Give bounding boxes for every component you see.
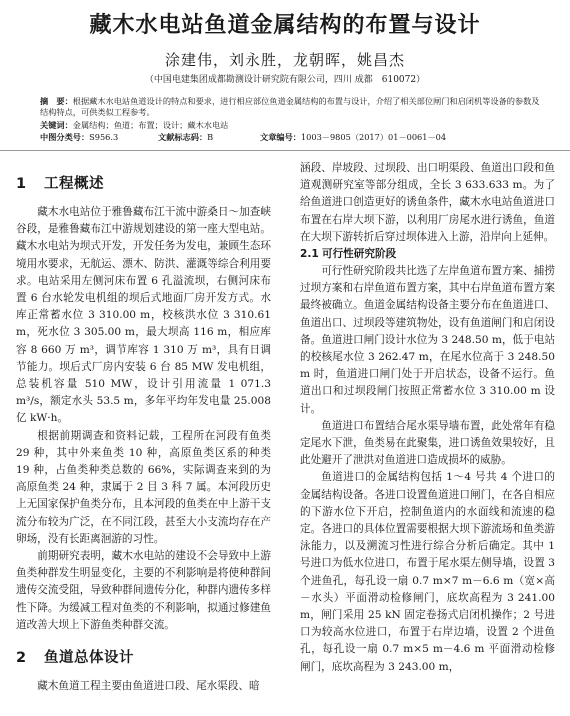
class-number <box>40 132 158 143</box>
right-column <box>300 160 555 676</box>
keywords-text: 金属结构；鱼道；布置；设计；藏木水电站 <box>72 120 229 130</box>
section-heading-1 <box>16 174 271 194</box>
section-heading-2 <box>16 648 271 668</box>
subsection-heading <box>300 246 555 263</box>
paragraph: 鱼道进口的金属结构包括 1～4 号共 4 个进口的金属结构设备。各进口设置鱼道进口闸门，在各自相应的下游水位下开启，控制鱼道内的水面线和流速的稳定。各进口的具体位置需要根据大坝下游流场和鱼类游泳能力，以及溯流习性进行综合分析后确定。其中 1 号进口为低水位进口，布置于尾水渠左侧导墙，设置 3 个进鱼孔，每孔设一扇 0.7 m×7 m－6.6 m（宽×高－水头）平面滑动检修闸门，底坎高程为 3 241.00 m，闸门采用 25 kN 固定卷扬式启闭机操作；2 号进口为较高水位进口，布置于右岸边墙，设置 2 个进鱼孔，每孔设一扇 0.7 m×5 m－4.6 m 平面滑动检修闸门，底坎高程为 3 243.00 m， <box>300 471 555 673</box>
article-label: 文章编号： <box>260 132 301 142</box>
abstract-text: 根据藏木水电站鱼道设计的特点和要求，进行相应部位鱼道金属结构的布置与设计，介绍了相关部位闸门和启闭机等设备的参数及结构特点，可供类似工程参考。 <box>40 96 540 117</box>
section-number: 2 <box>16 650 27 667</box>
section-title: 鱼道总体设计 <box>44 650 134 667</box>
doc-value: B <box>207 132 214 142</box>
left-column <box>16 160 271 695</box>
paragraph: 鱼道进口布置结合尾水渠导墙布置，此处常年有稳定尾水下泄，鱼类易在此聚集，进口诱鱼效果较好，且此处避开了泄洪对鱼道进口造成损坏的威胁。 <box>300 419 555 467</box>
paragraph: 前期研究表明，藏木水电站的建设不会导致中上游鱼类种群发生明显变化，主要的不利影响是将使种群间遗传交流受阻，导致种群间遗传分化，种群内遗传多样性下降。为缓减工程对鱼类的不利影响，拟通过修建鱼道改善大坝上下游鱼类种群交流。 <box>16 550 271 631</box>
paragraph: 藏木鱼道工程主要由鱼道进口段、尾水渠段、暗 <box>37 680 260 693</box>
subsection-number: 2.1 <box>300 248 319 261</box>
class-value: S956.3 <box>89 132 119 142</box>
doc-label: 文献标志码： <box>158 132 208 142</box>
class-label: 中图分类号： <box>40 132 90 142</box>
classification-line <box>40 132 540 143</box>
header-divider <box>0 150 570 151</box>
subsection-title: 可行性研究阶段 <box>322 248 397 261</box>
keywords-label: 关键词： <box>40 120 73 130</box>
affiliation: （中国电建集团成都勘测设计研究院有限公司，四川 成都 610072） <box>144 75 426 85</box>
doc-code <box>158 132 260 143</box>
article-number <box>260 132 446 143</box>
article-value: 1003－9805（2017）01－0061－04 <box>300 132 447 142</box>
paragraph: 根据前期调查和资料记载，工程所在河段有鱼类 29 种，其中外来鱼类 10 种，高原鱼类区系的种类 19 种，占鱼类种类总数的 66%，实际调查来到的为高原鱼类 24 种，隶属于 2 目 3 科 7 属。本河段历史上无国家保护鱼类分布，且本河段的鱼类在中上游干支流分布较为广泛，在不同江段，甚至大小支流均存在产卵场，没有长距离洄游的习性。 <box>16 429 271 545</box>
keywords <box>40 120 540 131</box>
abstract <box>40 96 540 118</box>
section-title: 工程概述 <box>44 176 104 192</box>
paper-title: 藏木水电站鱼道金属结构的布置与设计 <box>89 13 481 38</box>
paragraph: 可行性研究阶段共比选了左岸鱼道布置方案、捕捞过坝方案和右岸鱼道布置方案，其中右岸鱼道布置方案最终被确立。鱼道金属结构设备主要分布在鱼道进口、鱼道出口、过坝段等建筑物处，设有鱼道闸门和启闭设备。鱼道进口闸门设计水位为 3 248.50 m，低于电站的校核尾水位 3 262.47 m，在尾水位高于 3 248.50 m 时，鱼道进口闸门处于开启状态，设备不运行。鱼道出口和过坝段闸门按照正常蓄水位 3 310.00 m 设计。 <box>300 265 555 415</box>
section-number: 1 <box>16 176 27 192</box>
author-list: 涂建伟，刘永胜，龙朝晖，姚昌杰 <box>164 51 405 69</box>
paragraph: 涵段、岸坡段、过坝段、出口明渠段、鱼道出口段和鱼道观测研究室等部分组成，全长 3 633.633 m。为了给鱼道进口创造更好的诱鱼条件，藏木水电站鱼道进口布置在右岸大坝下游，以利用厂房尾水进行诱鱼，鱼道在大坝下游转折后穿过坝体进入上游，沿岸向上延伸。 <box>300 162 555 243</box>
abstract-label: 摘 要： <box>40 96 73 106</box>
paragraph: 藏木水电站位于雅鲁藏布江干流中游桑日～加查峡谷段，是雅鲁藏布江中游规划建设的第一座大型电站。藏木水电站为坝式开发，开发任务为发电，兼顾生态环境用水要求，无航运、漂木、防洪、灌溉等综合利用要求。电站采用左侧河床布置 6 孔溢流坝，右侧河床布置 6 台水轮发电机组的坝后式地面厂房开发方式。水库正常蓄水位 3 310.00 m，校核洪水位 3 310.61 m，死水位 3 305.00 m，最大坝高 116 m，相应库容 8 660 万 m³，调节库容 1 310 万 m³，具有日调节能力。坝后式厂房内安装 6 台 85 MW 发电机组，总装机容量 510 MW，设计引用流量 1 071.3 m³/s，额定水头 53.5 m，多年平均年发电量 25.008 亿 kW·h。 <box>16 206 271 425</box>
